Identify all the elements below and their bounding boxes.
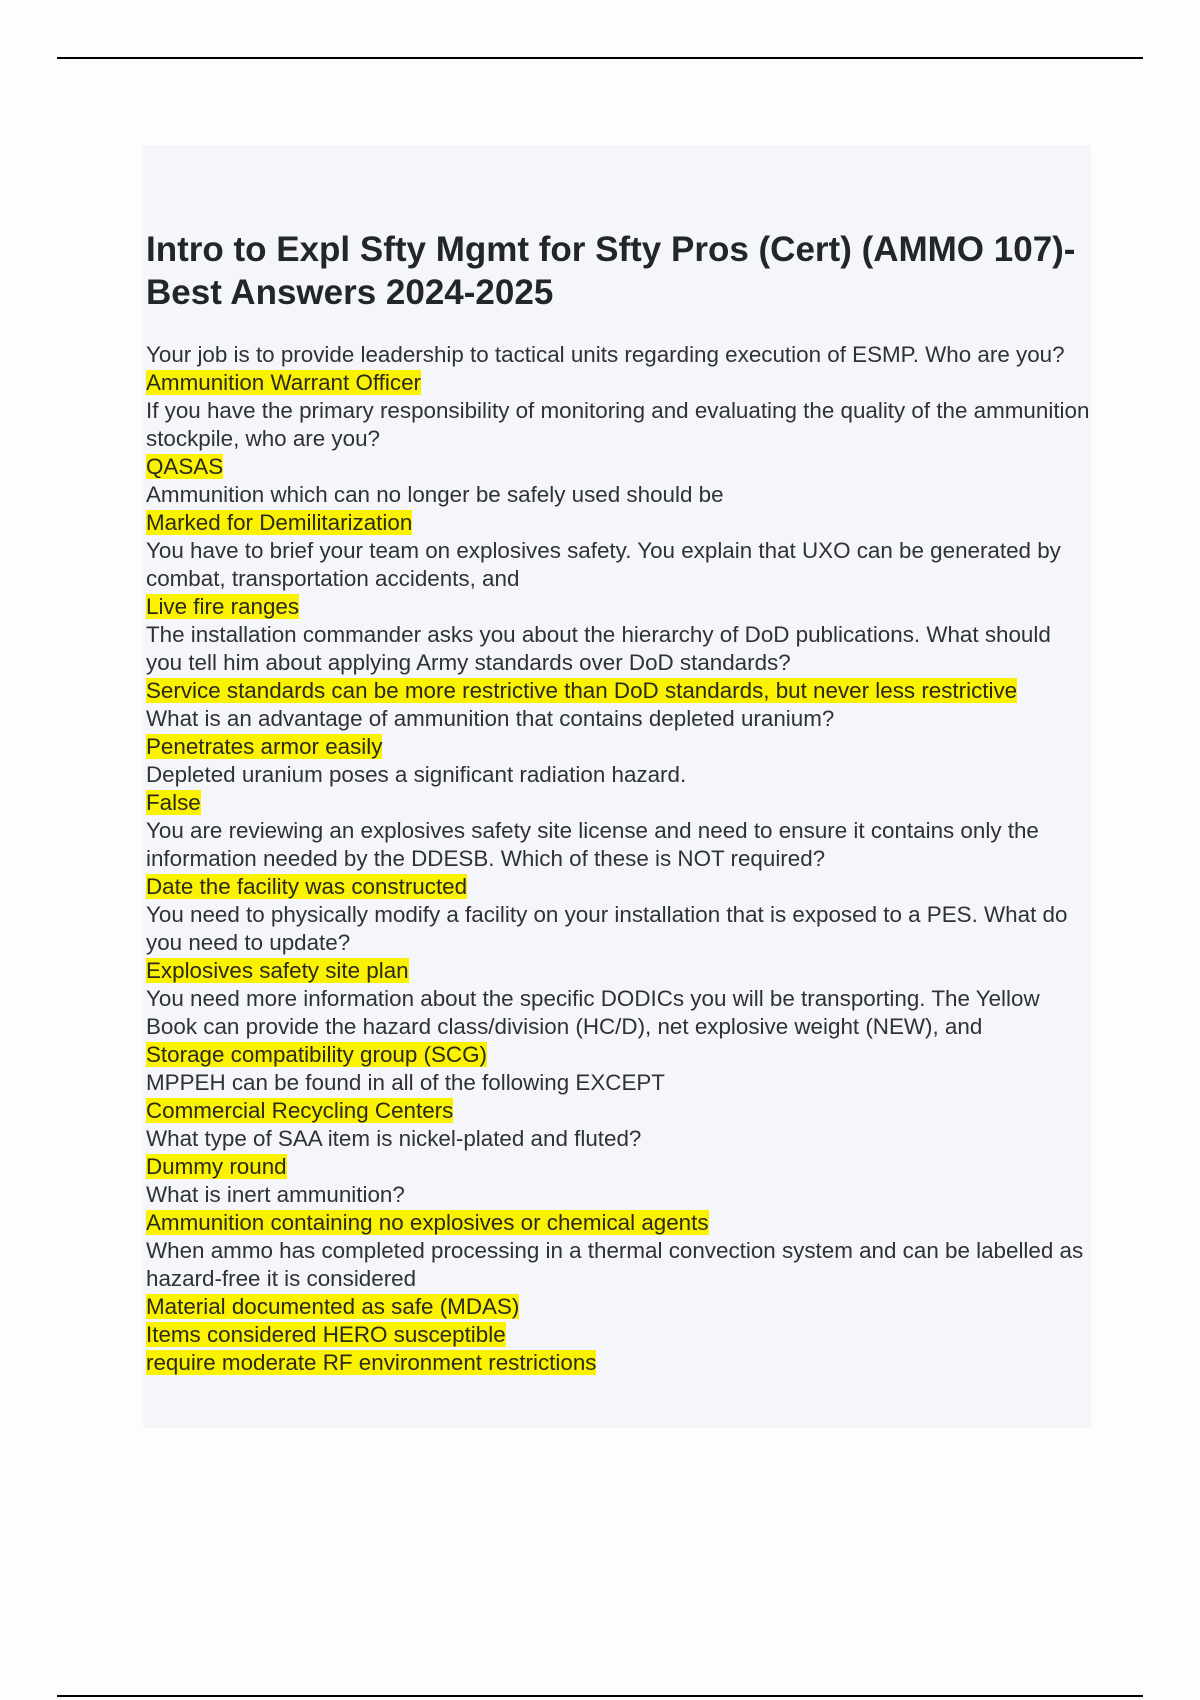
answer-highlight	[146, 1041, 1090, 1069]
answer-text: Dummy round	[146, 1154, 287, 1179]
answer-highlight	[146, 369, 1090, 397]
answer-highlight	[146, 957, 1090, 985]
qa-item	[146, 1181, 1090, 1237]
qa-item	[146, 397, 1090, 481]
answer-text: Date the facility was constructed	[146, 874, 468, 899]
qa-item	[146, 481, 1090, 537]
answer-text: require moderate RF environment restrictions	[146, 1350, 597, 1375]
qa-item	[146, 1069, 1090, 1125]
answer-text: Explosives safety site plan	[146, 958, 409, 983]
question-text: When ammo has completed processing in a thermal convection system and can be labelled as hazard-free it is considered	[146, 1238, 1084, 1291]
qa-item	[146, 901, 1090, 985]
question-text: Your job is to provide leadership to tactical units regarding execution of ESMP. Who are you?	[146, 342, 1065, 367]
qa-item	[146, 761, 1090, 817]
answer-text: Live fire ranges	[146, 594, 300, 619]
question-text: What is inert ammunition?	[146, 1182, 405, 1207]
answer-text: Storage compatibility group (SCG)	[146, 1042, 487, 1067]
answer-highlight	[146, 1321, 1090, 1349]
qa-item	[146, 621, 1090, 705]
top-rule	[57, 57, 1143, 59]
answer-text: QASAS	[146, 454, 224, 479]
qa-item	[146, 817, 1090, 901]
question-text: You have to brief your team on explosives safety. You explain that UXO can be generated by combat, transportation accidents, and	[146, 538, 1061, 591]
answer-highlight	[146, 509, 1090, 537]
bottom-rule	[57, 1695, 1143, 1697]
answer-highlight	[146, 1097, 1090, 1125]
answer-highlight	[146, 873, 1090, 901]
answer-text: Material documented as safe (MDAS)	[146, 1294, 520, 1319]
qa-item-trailing	[146, 1321, 1090, 1377]
document-title: Intro to Expl Sfty Mgmt for Sfty Pros (Cert) (AMMO 107)-Best Answers 2024-2025	[146, 230, 1076, 312]
answer-text: Ammunition containing no explosives or chemical agents	[146, 1210, 709, 1235]
qa-item	[146, 341, 1090, 397]
answer-text: Items considered HERO susceptible	[146, 1322, 506, 1347]
question-text: What is an advantage of ammunition that contains depleted uranium?	[146, 706, 835, 731]
answer-highlight	[146, 1349, 1090, 1377]
qa-item	[146, 537, 1090, 621]
answer-highlight	[146, 1293, 1090, 1321]
question-text: You need more information about the specific DODICs you will be transporting. The Yellow Book can provide the hazard class/division (HC/D), net explosive weight (NEW), and	[146, 986, 1040, 1039]
question-text: If you have the primary responsibility of monitoring and evaluating the quality of the ammunition stockpile, who are you?	[146, 398, 1090, 451]
question-text: Ammunition which can no longer be safely used should be	[146, 482, 724, 507]
qa-list	[146, 341, 1090, 1377]
answer-highlight	[146, 1209, 1090, 1237]
qa-item	[146, 1237, 1090, 1321]
question-text: Depleted uranium poses a significant radiation hazard.	[146, 762, 687, 787]
answer-text: False	[146, 790, 201, 815]
answer-text: Penetrates armor easily	[146, 734, 383, 759]
answer-highlight	[146, 453, 1090, 481]
question-text: The installation commander asks you about the hierarchy of DoD publications. What should you tell him about applying Army standards over DoD standards?	[146, 622, 1051, 675]
answer-text: Marked for Demilitarization	[146, 510, 413, 535]
question-text: You are reviewing an explosives safety site license and need to ensure it contains only the information needed by the DDESB. Which of these is NOT required?	[146, 818, 1039, 871]
question-text: You need to physically modify a facility on your installation that is exposed to a PES. What do you need to update?	[146, 902, 1068, 955]
answer-text: Service standards can be more restrictive than DoD standards, but never less restrictive	[146, 678, 1018, 703]
qa-item	[146, 705, 1090, 761]
answer-highlight	[146, 677, 1090, 705]
answer-text: Ammunition Warrant Officer	[146, 370, 421, 395]
answer-highlight	[146, 1153, 1090, 1181]
question-text: What type of SAA item is nickel-plated and fluted?	[146, 1126, 642, 1151]
qa-item	[146, 985, 1090, 1069]
answer-highlight	[146, 789, 1090, 817]
answer-text: Commercial Recycling Centers	[146, 1098, 454, 1123]
answer-highlight	[146, 593, 1090, 621]
question-text: MPPEH can be found in all of the following EXCEPT	[146, 1070, 665, 1095]
qa-item	[146, 1125, 1090, 1181]
answer-highlight	[146, 733, 1090, 761]
